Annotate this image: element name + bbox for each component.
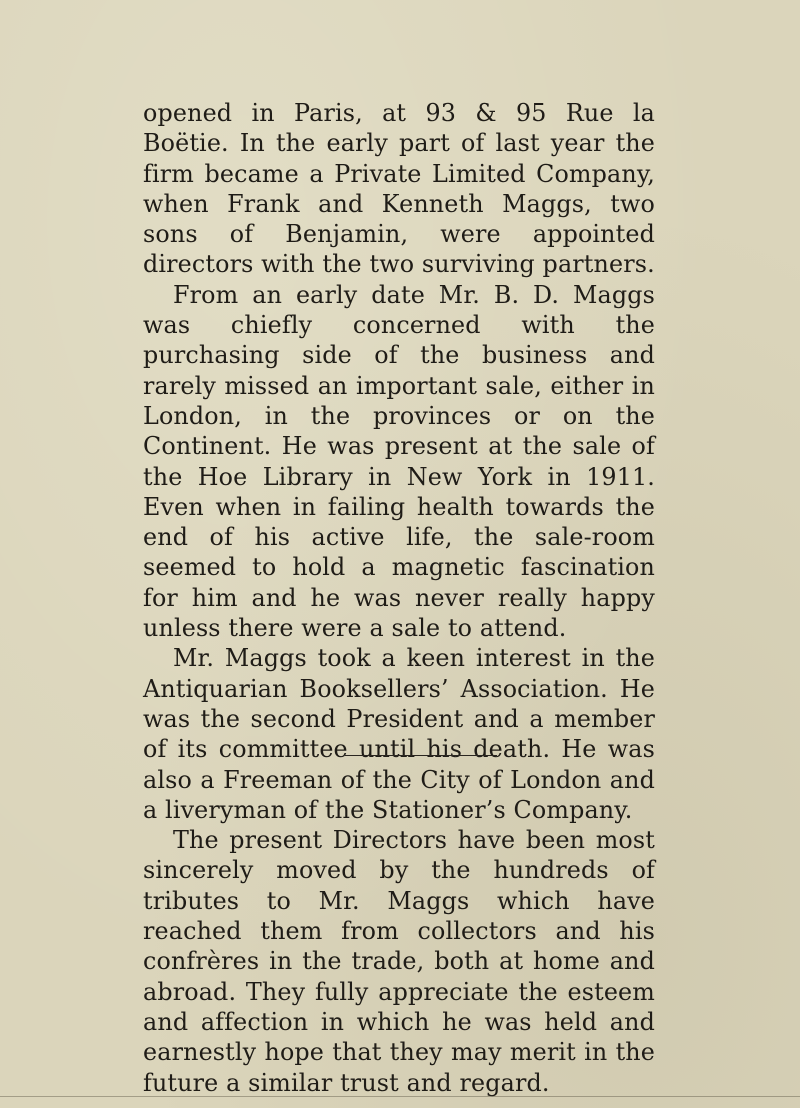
page-edge (0, 1096, 800, 1097)
paragraph-3: Mr. Maggs took a keen interest in the Antiquarian Booksellers’ Association. He was the second President and a member of its committee until his death. He was also a Freeman of the City of London and a liveryman of the Stationer’s Company. (143, 644, 655, 824)
paragraph-2: From an early date Mr. B. D. Maggs was chiefly concerned with the purchasing side of the business and rarely missed an important sale, either in London, in the provinces or on the Continent. He was present at the sale of the Hoe Library in New York in 1911. Even when in failing health towards the end of his active life, the sale-room seemed to hold a magnetic fascination for him and he was never really happy unless there were a sale to attend. (143, 280, 655, 643)
paragraph-4: The present Directors have been most sincerely moved by the hundreds of tributes to Mr. Maggs which have reached them from collectors and his confrères in the trade, both at home and abroad. They fully appreciate the esteem and affection in which he was held and earnestly hope that they may merit in the future a similar trust and regard. (143, 826, 655, 1097)
body-text (143, 98, 655, 1098)
closing-rule (345, 755, 497, 756)
paragraph-1: opened in Paris, at 93 & 95 Rue la Boëtie. In the early part of last year the firm became a Private Limited Company, when Frank and Kenneth Maggs, two sons of Benjamin, were appointed directors with the two surviving partners. (143, 99, 655, 279)
